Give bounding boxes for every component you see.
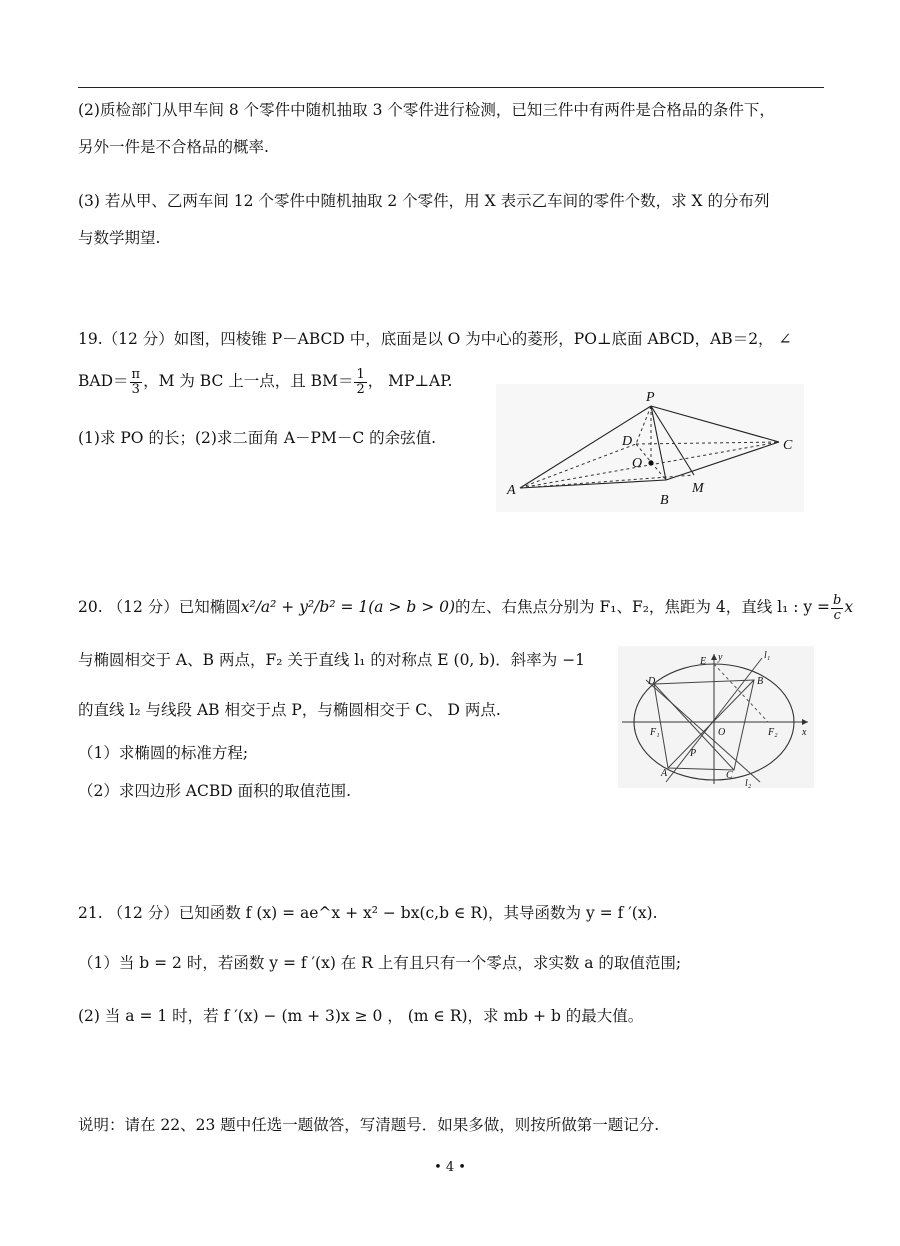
label-P: P	[646, 390, 655, 405]
label-C: C	[783, 438, 793, 453]
selection-note: 说明：请在 22、23 题中任选一题做答，写清题号．如果多做，则按所做第一题记分.	[78, 1116, 660, 1134]
frac-num: 1	[356, 366, 365, 382]
q20-line1	[78, 588, 853, 626]
q19-frac-1-2	[354, 368, 366, 397]
label-F1: F₁	[650, 727, 660, 738]
label-M: M	[692, 481, 704, 496]
q19-line2-a: BAD＝	[78, 372, 129, 390]
label-l1: l₁	[764, 650, 771, 661]
pyramid-figure	[496, 384, 804, 512]
q20-line3: 的直线 l₂ 与线段 AB 相交于点 P，与椭圆相交于 C、 D 两点.	[78, 701, 501, 719]
q20-frac-b-c	[831, 594, 843, 623]
label-O: O	[718, 727, 726, 738]
label-y: y	[718, 652, 723, 663]
frac-den: 3	[131, 381, 140, 397]
q21-sub2: (2) 当 a = 1 时，若 f ′(x) − (m + 3)x ≥ 0 ， (m ∈ R)，求 mb + b 的最大值。	[78, 1007, 644, 1025]
ellipse-figure	[618, 646, 814, 788]
label-O: O	[632, 456, 643, 471]
q20-line1-a: 20. （12 分）已知椭圆	[78, 598, 241, 616]
q19-line2-c: ， MP⊥AP.	[367, 372, 453, 390]
q19-line2	[78, 362, 452, 400]
q21-line1: 21. （12 分）已知函数 f (x) = ae^x + x² − bx(c,b ∈ R)，其导函数为 y = f ′(x).	[78, 904, 658, 922]
q20-line1-b: 的左、右焦点分别为 F₁、F₂，焦距为 4，直线 l₁ : y =	[455, 598, 831, 616]
label-x: x	[802, 727, 807, 738]
q19-line3: (1)求 PO 的长；(2)求二面角 A－PM－C 的余弦值.	[78, 429, 437, 447]
page-number: • 4 •	[434, 1160, 466, 1175]
label-l2: l₂	[745, 778, 752, 788]
label-D: D	[622, 434, 633, 449]
q18-part3-line1: (3) 若从甲、乙两车间 12 个零件中随机抽取 2 个零件，用 X 表示乙车间的零件个数，求 X 的分布列	[78, 192, 770, 210]
frac-num: b	[833, 592, 842, 608]
q18-part3-line2: 与数学期望.	[78, 229, 161, 247]
label-F2: F₂	[768, 727, 778, 738]
q18-part2-line1: (2)质检部门从甲车间 8 个零件中随机抽取 3 个零件进行检测，已知三件中有两件是合格品的条件下，	[78, 101, 775, 119]
label-B: B	[757, 676, 764, 687]
center-point-O	[648, 460, 653, 465]
q20-sub2: （2）求四边形 ACBD 面积的取值范围.	[78, 782, 352, 800]
q20-line1-c: x	[844, 598, 854, 616]
frac-den: 2	[356, 381, 365, 397]
q19-line1: 19.（12 分）如图，四棱锥 P－ABCD 中，底面是以 O 为中心的菱形，PO⊥底面 ABCD，AB＝2， ∠	[78, 330, 792, 348]
q21-sub1: （1）当 b = 2 时，若函数 y = f ′(x) 在 R 上有且只有一个零点，求实数 a 的取值范围;	[78, 954, 682, 972]
label-C: C	[726, 770, 733, 781]
ellipse-equation: x²/a² + y²/b² = 1(a > b > 0)	[240, 598, 456, 616]
q20-sub1: （1）求椭圆的标准方程;	[78, 744, 249, 762]
frac-num: π	[131, 366, 141, 382]
label-E: E	[700, 656, 707, 667]
label-A: A	[507, 483, 516, 498]
q20-line2: 与椭圆相交于 A、B 两点，F₂ 关于直线 l₁ 的对称点 E (0, b)．斜率为 −1	[78, 651, 586, 669]
q19-line2-b: ，M 为 BC 上一点，且 BM＝	[143, 372, 354, 390]
frac-den: c	[833, 607, 841, 623]
q18-part2-line2: 另外一件是不合格品的概率.	[78, 138, 269, 156]
label-A: A	[661, 768, 668, 779]
top-rule	[78, 87, 824, 88]
label-D: D	[648, 676, 656, 687]
label-B: B	[660, 493, 669, 508]
label-P: P	[690, 748, 697, 759]
q19-frac-pi-3	[130, 368, 143, 397]
